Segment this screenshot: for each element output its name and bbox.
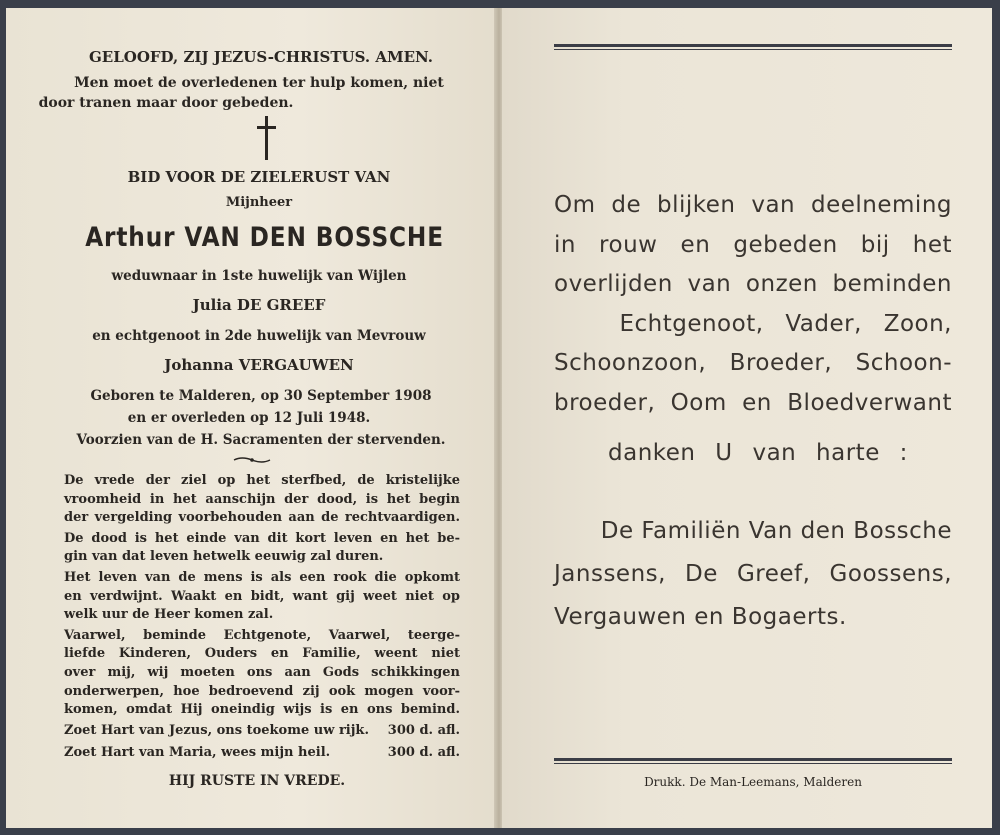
paragraph-life: [64, 569, 460, 625]
thanks-line: Schoonzoon, Broeder, Schoon-: [554, 350, 952, 376]
born-line: Geboren te Malderen, op 30 September 1908: [90, 388, 432, 404]
latin-cross-icon: [254, 116, 280, 160]
thanks-line: Om de blijken van deelneming: [554, 192, 952, 218]
family-line: De Familiën Van den Bossche: [600, 518, 952, 544]
deceased-name-wrap: [20, 224, 510, 251]
body-line: welk uur de Heer komen zal.: [64, 607, 274, 623]
honorific: Mijnheer: [225, 195, 293, 210]
thanks-line: overlijden van onzen beminden: [554, 271, 952, 297]
second-wife-name: Johanna VERGAUWEN: [164, 356, 354, 374]
indulgence-row: [64, 742, 460, 764]
indulgence-text: Zoet Hart van Jezus, ons toekome uw rijk.: [64, 723, 369, 738]
thanks-line: broeder, Oom en Bloedverwant: [554, 389, 952, 416]
paragraph-farewell: [64, 627, 460, 720]
right-page: [502, 8, 992, 828]
spouse-line: en echtgenoot in 2de huwelijk van Mevrouw: [92, 328, 426, 344]
sacraments-line: Voorzien van de H. Sacramenten der stervenden.: [76, 432, 446, 448]
bottom-rule: [554, 758, 952, 764]
first-wife-name: Julia DE GREEF: [192, 296, 326, 314]
indulgence-days: 300 d. afl.: [387, 723, 460, 738]
paragraph-death: [64, 530, 460, 567]
body-line: De dood is het einde van dit kort leven en het be-: [64, 530, 460, 546]
body-line: vroomheid in het aanschijn der dood, is het begin: [64, 491, 460, 507]
faith-header: GELOOFD, ZIJ JEZUS-CHRISTUS. AMEN.: [88, 48, 433, 66]
died-line: en er overleden op 12 Juli 1948.: [127, 410, 371, 426]
widower-line: weduwnaar in 1ste huwelijk van Wijlen: [111, 268, 407, 284]
deceased-name: Arthur VAN DEN BOSSCHE: [85, 222, 445, 253]
family-line: Janssens, De Greef, Goossens,: [554, 561, 952, 587]
thanks-you-line: danken U van harte :: [608, 440, 908, 466]
indulgence-list: [64, 720, 460, 764]
family-line: Vergauwen en Bogaerts.: [554, 604, 847, 630]
indulgence-text: Zoet Hart van Maria, wees mijn heil.: [64, 745, 331, 760]
body-line: De vrede der ziel op het sterfbed, de kristelijke: [64, 473, 460, 488]
closing-line: HIJ RUSTE IN VREDE.: [168, 773, 346, 789]
thanks-line: in rouw en gebeden bij het: [554, 231, 952, 258]
body-line: Het leven van de mens is als een rook die opkomt: [64, 569, 460, 585]
indulgence-days: 300 d. afl.: [387, 745, 460, 760]
body-line: Vaarwel, beminde Echtgenote, Vaarwel, teerge-: [64, 627, 460, 643]
pray-for-line: BID VOOR DE ZIELERUST VAN: [127, 168, 391, 186]
body-text: [64, 472, 460, 720]
paragraph-peace: [64, 472, 460, 528]
body-line: en verdwijnt. Waakt en bidt, want gij weet niet op: [64, 588, 460, 604]
body-line: komen, omdat Hij oneindig wijs is en ons bemind.: [64, 702, 460, 718]
body-line: der vergelding voorbehouden aan de rechtvaardigen.: [64, 510, 460, 526]
body-line: over mij, wij moeten ons aan Gods schikkingen: [64, 664, 460, 680]
indulgence-row: [64, 720, 460, 742]
thanks-line: Echtgenoot, Vader, Zoon,: [619, 310, 952, 337]
thanks-text: [554, 186, 952, 423]
header-line-2: Men moet de overledenen ter hulp komen, niet: [74, 75, 444, 91]
left-page: [6, 8, 496, 828]
families-text: [554, 510, 952, 639]
top-rule: [554, 44, 952, 50]
body-line: liefde Kinderen, Ouders en Familie, weent niet: [64, 646, 460, 662]
printer-imprint: Drukk. De Man-Leemans, Malderen: [644, 775, 862, 789]
header-line-3: door tranen maar door gebeden.: [38, 95, 294, 111]
body-line: gin van dat leven hetwelk eeuwig zal duren.: [64, 549, 384, 565]
ornament-divider-icon: [232, 456, 272, 464]
body-line: onderwerpen, hoe bedroevend zij ook mogen voor-: [64, 683, 460, 699]
